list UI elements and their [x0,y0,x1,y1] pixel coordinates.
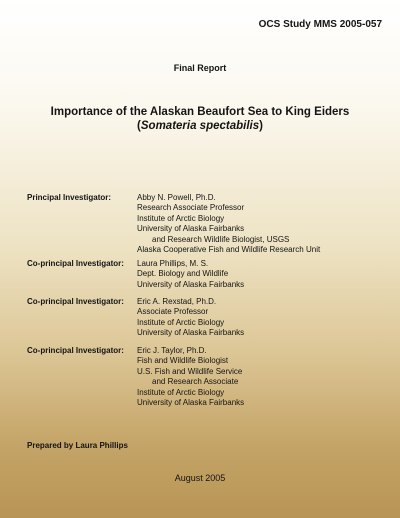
investigator-role: Co-principal Investigator: [27,297,124,306]
investigator-line: Laura Phillips, M. S. [137,259,209,268]
investigator-line: U.S. Fish and Wildlife Service [137,366,243,376]
investigator-line: University of Alaska Fairbanks [137,279,245,289]
investigator-line: University of Alaska Fairbanks [137,328,245,338]
report-type: Final Report [173,63,227,73]
investigator-line: Eric A. Rexstad, Ph.D. [137,297,217,306]
report-title [24,105,376,133]
investigator-line: and Research Wildlife Biologist, USGS [152,234,290,244]
investigator-role: Co-principal Investigator: [27,259,124,268]
prepared-by: Prepared by Laura Phillips [27,441,128,450]
investigator-line: Institute of Arctic Biology [137,317,225,327]
title-close: ) [259,120,263,132]
investigator-line: Research Associate Professor [137,203,245,213]
investigator-line: Institute of Arctic Biology [137,213,225,223]
investigator-line: Eric J. Taylor, Ph.D. [137,346,207,355]
investigator-line: Abby N. Powell, Ph.D. [137,193,216,202]
investigator-line: Institute of Arctic Biology [137,387,225,397]
investigator-line: and Research Associate [152,377,239,387]
report-date: August 2005 [174,473,226,483]
title-main: Importance of the Alaskan Beaufort Sea to King Eiders ( [50,106,350,132]
investigator-line: Associate Professor [137,307,209,317]
study-number: OCS Study MMS 2005-057 [258,19,382,30]
investigator-role: Principal Investigator: [27,193,112,202]
investigator-line: Dept. Biology and Wildlife [137,269,229,279]
investigator-line: University of Alaska Fairbanks [137,398,245,408]
title-species: Somateria spectabilis [140,120,260,132]
investigator-line: University of Alaska Fairbanks [137,224,245,234]
investigator-role: Co-principal Investigator: [27,346,124,355]
investigator-line: Fish and Wildlife Biologist [137,356,229,366]
investigator-line: Alaska Cooperative Fish and Wildlife Research Unit [137,245,321,255]
